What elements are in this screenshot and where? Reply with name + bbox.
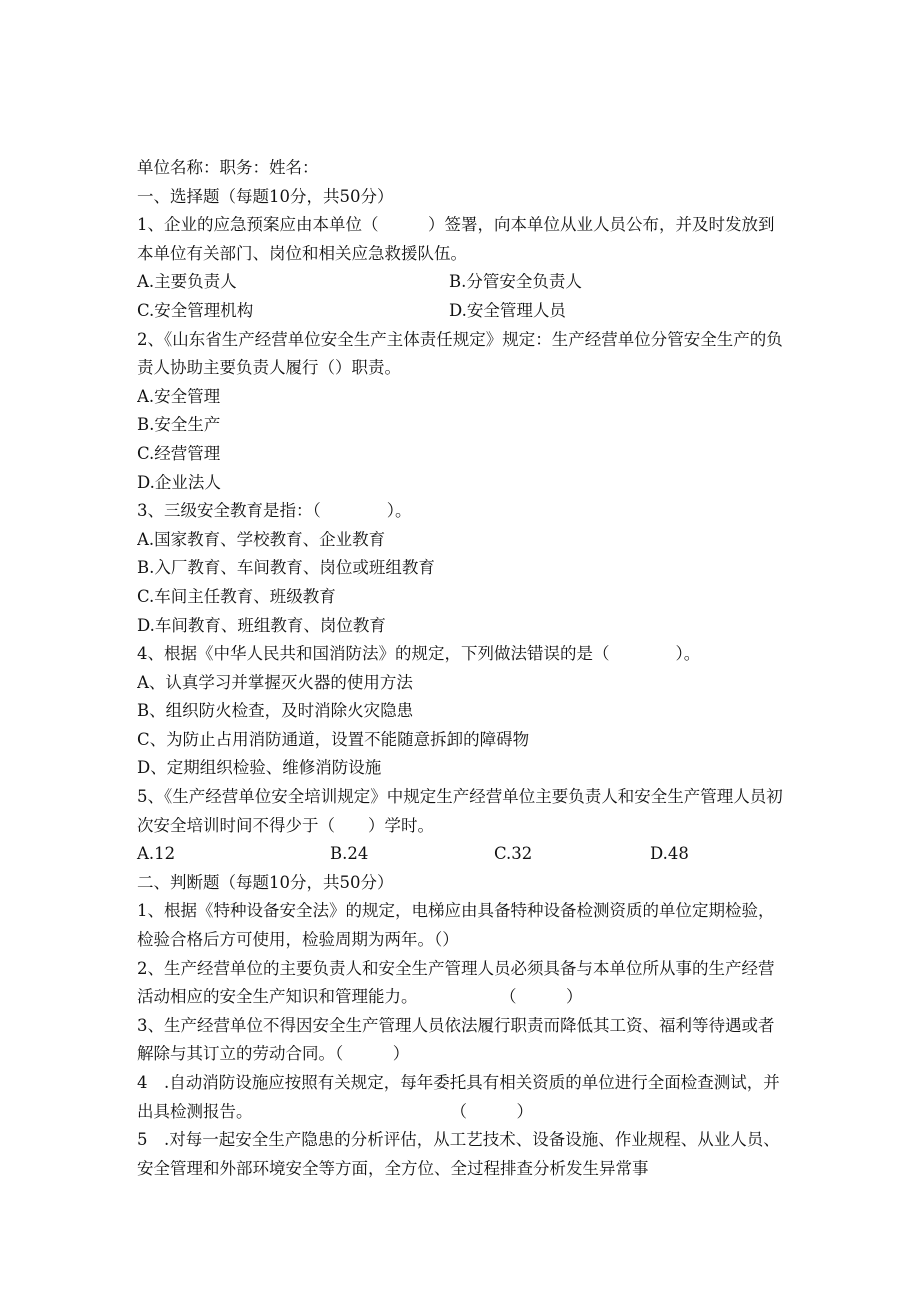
judgement-3: 3、生产经营单位不得因安全生产管理人员依法履行职责而降低其工资、福利等待遇或者解除与其订立的劳动合同。（ ） — [137, 1015, 775, 1064]
section-2-title: 二、判断题（每题10分，共50分） — [137, 872, 394, 892]
question-1-option-d: D.安全管理人员 — [449, 300, 566, 320]
question-2-option-a: A.安全管理 — [137, 386, 221, 406]
question-1-option-a: A.主要负责人 — [137, 272, 237, 292]
question-3: 3、三级安全教育是指：（ ）。 — [137, 501, 412, 521]
judgement-2: 2、生产经营单位的主要负责人和安全生产管理人员必须具备与本单位所从事的生产经营活动相应的安全生产知识和管理能力。 （ ） — [137, 958, 775, 1007]
question-4-option-b: B、组织防火检查，及时消除火灾隐患 — [137, 701, 414, 721]
judgement-4: 4 .自动消防设施应按照有关规定，每年委托具有相关资质的单位进行全面检查测试，并出具检测报告。 （ ） — [137, 1073, 780, 1121]
question-5-options — [137, 840, 787, 869]
question-2-option-d: D.企业法人 — [137, 472, 221, 492]
question-3-option-c: C.车间主任教育、班级教育 — [137, 586, 336, 606]
question-1-options-row-1 — [137, 268, 787, 297]
question-5-option-d: D.48 — [650, 844, 689, 864]
question-5: 5、《生产经营单位安全培训规定》中规定生产经营单位主要负责人和安全生产管理人员初次安全培训时间不得少于（ ）学时。 — [137, 787, 783, 835]
question-2: 2、《山东省生产经营单位安全生产主体责任规定》规定：生产经营单位分管安全生产的负责人协助主要负责人履行（）职责。 — [137, 329, 783, 378]
judgement-1: 1、根据《特种设备安全法》的规定，电梯应由具备特种设备检测资质的单位定期检验，检验合格后方可使用，检验周期为两年。（） — [137, 901, 775, 950]
question-1-option-c: C.安全管理机构 — [137, 300, 254, 320]
question-2-option-c: C.经营管理 — [137, 443, 221, 463]
question-3-option-b: B.入厂教育、车间教育、岗位或班组教育 — [137, 558, 435, 578]
question-5-option-a: A.12 — [137, 844, 176, 864]
question-1-option-b: B.分管安全负责人 — [449, 272, 582, 292]
section-1-title: 一、选择题（每题10分，共50分） — [137, 186, 394, 206]
question-4-option-c: C、为防止占用消防通道，设置不能随意拆卸的障碍物 — [137, 729, 530, 749]
exam-content — [137, 154, 787, 1183]
question-2-option-b: B.安全生产 — [137, 415, 221, 435]
question-1: 1、企业的应急预案应由本单位（ ）签署，向本单位从业人员公布，并及时发放到本单位有关部门、岗位和相关应急救援队伍。 — [137, 215, 775, 263]
info-line: 单位名称：职务：姓名： — [137, 158, 319, 177]
question-5-option-c: C.32 — [494, 844, 533, 864]
judgement-5: 5 .对每一起安全生产隐患的分析评估，从工艺技术、设备设施、作业规程、从业人员、安全管理和外部环境安全等方面，全方位、全过程排查分析发生异常事 — [137, 1130, 780, 1178]
question-4-option-a: A、认真学习并掌握灭火器的使用方法 — [137, 672, 413, 692]
question-3-option-a: A.国家教育、学校教育、企业教育 — [137, 529, 386, 549]
question-3-option-d: D.车间教育、班组教育、岗位教育 — [137, 615, 386, 635]
question-1-options-row-2 — [137, 297, 787, 326]
question-5-option-b: B.24 — [330, 844, 369, 864]
question-4-option-d: D、定期组织检验、维修消防设施 — [137, 758, 382, 778]
question-4: 4、根据《中华人民共和国消防法》的规定，下列做法错误的是（ ）。 — [137, 644, 701, 664]
